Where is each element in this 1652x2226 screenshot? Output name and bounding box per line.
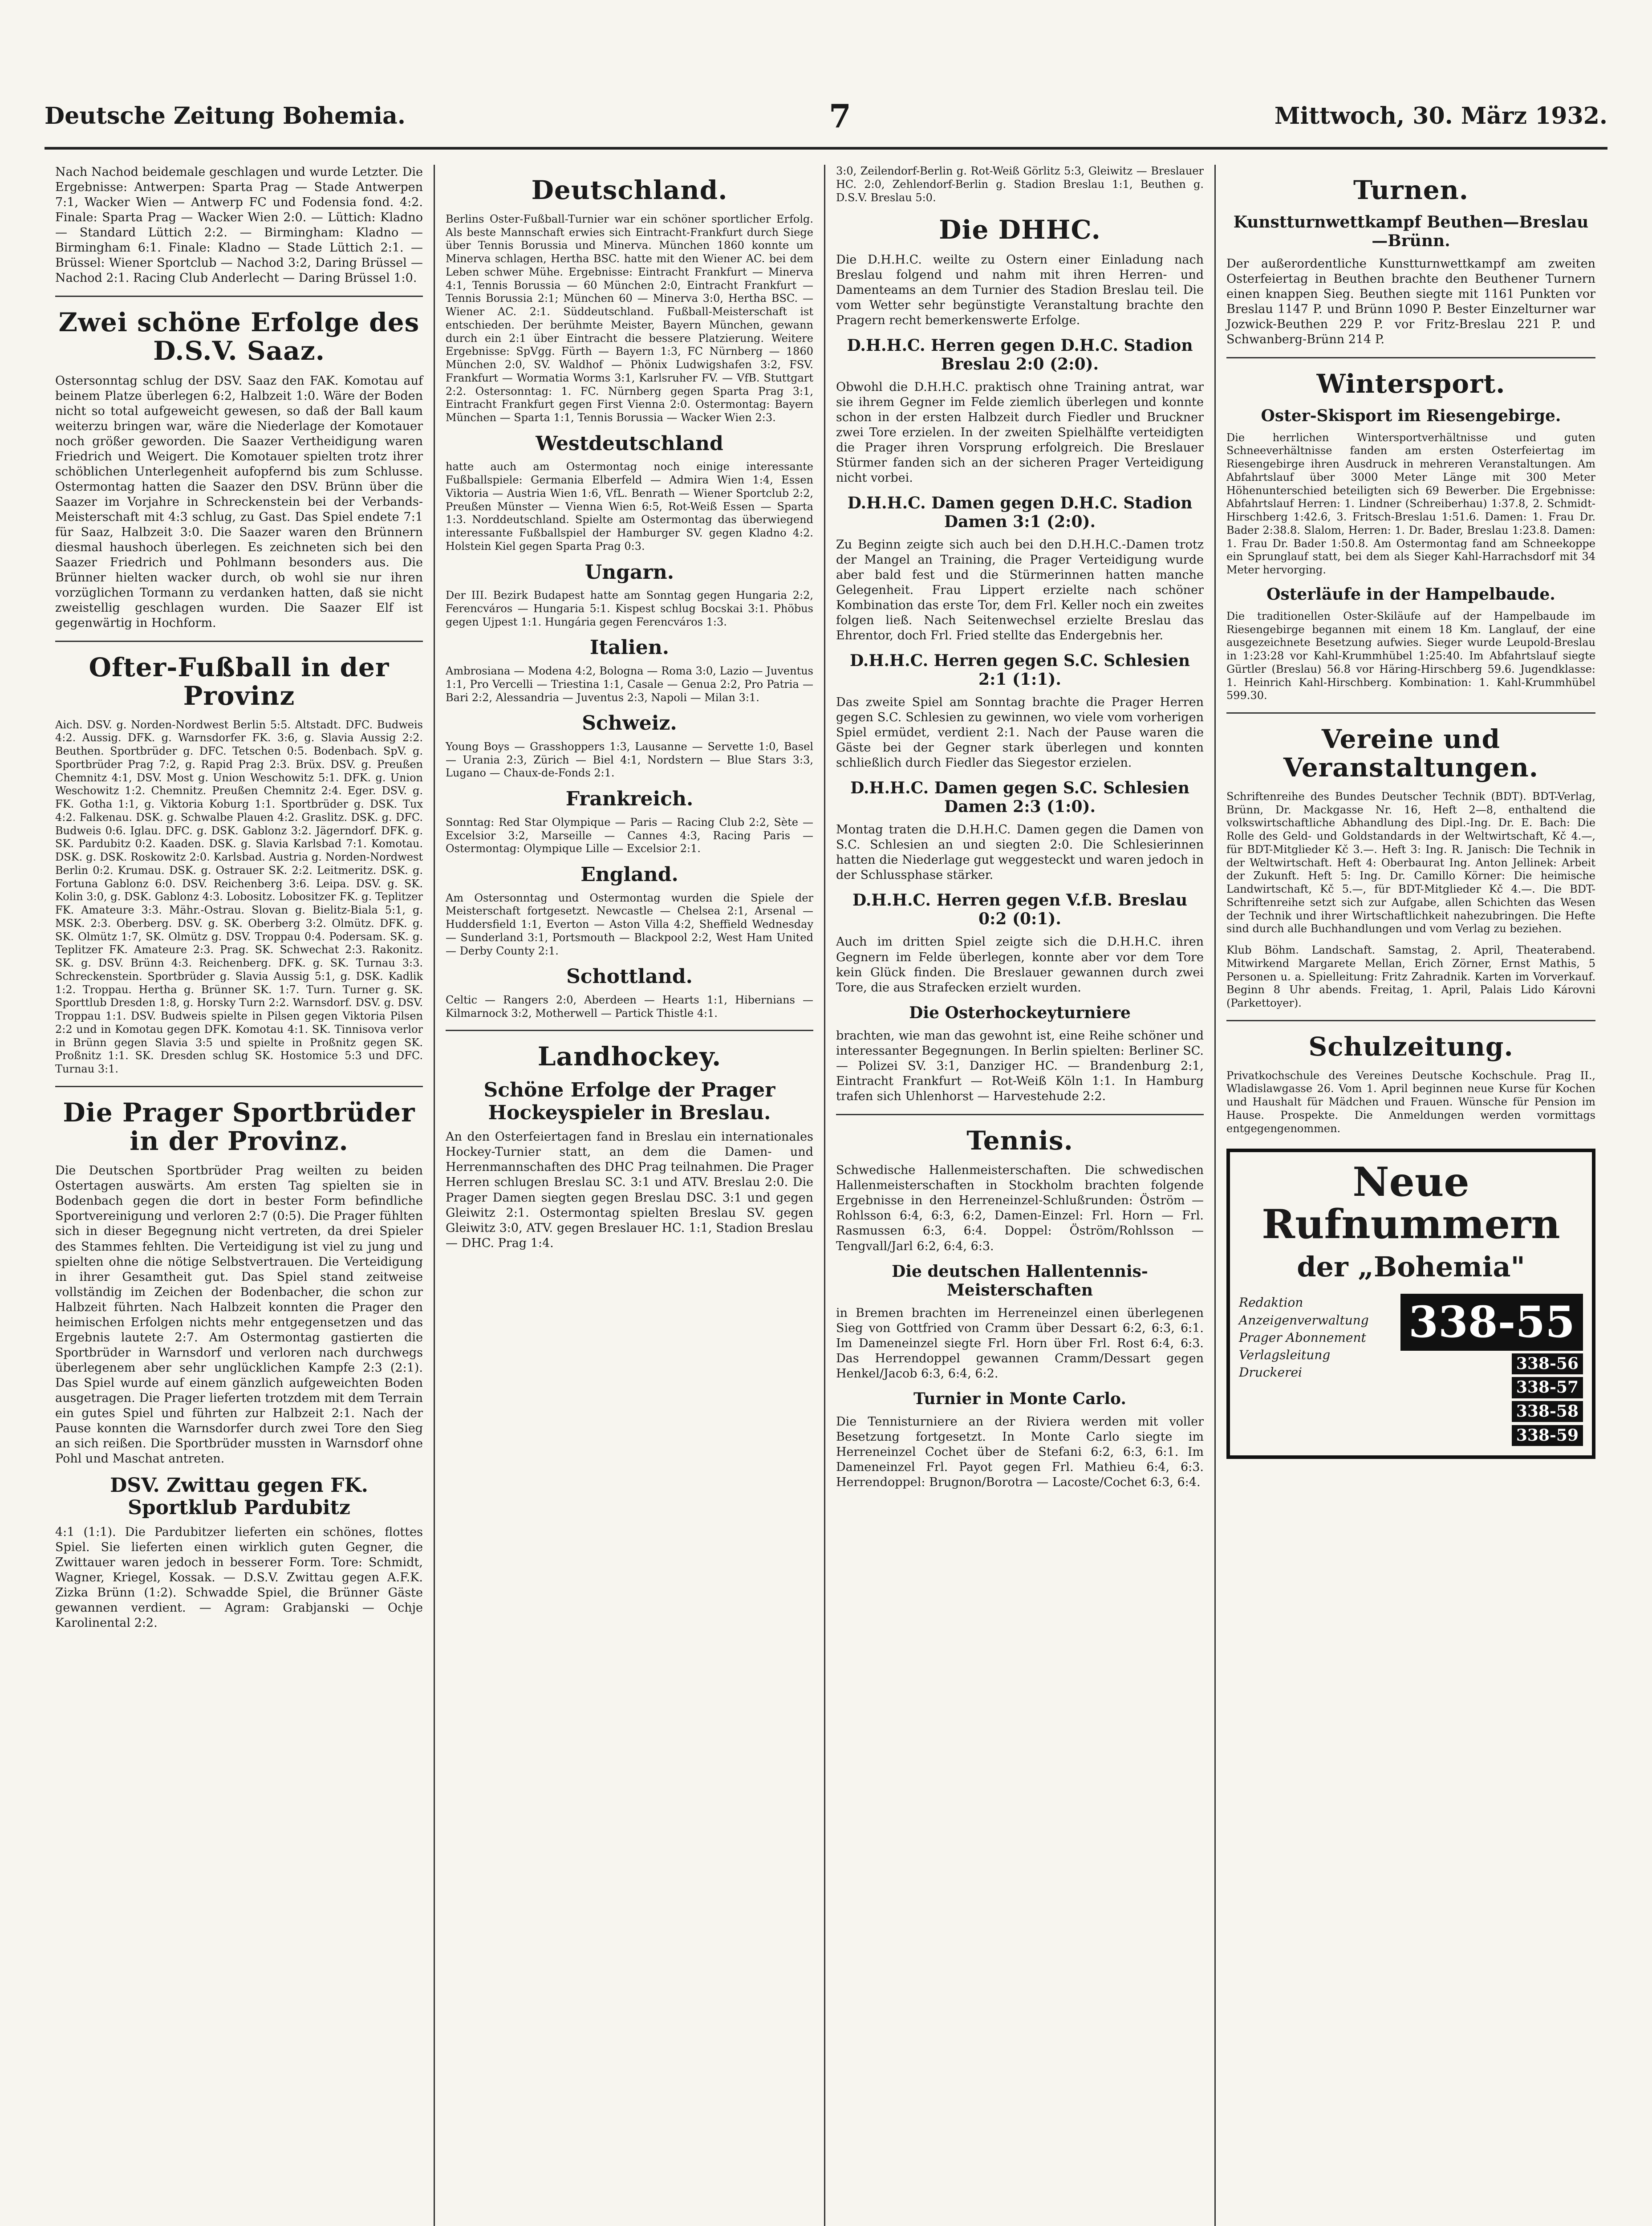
subheadline-dhhc-schlesien: D.H.H.C. Herren gegen S.C. Schlesien 2:1 (1:1). [850, 651, 1190, 689]
headline-westdeutschland: Westdeutschland [536, 432, 723, 455]
divider [1226, 1020, 1595, 1021]
ad-number-list [1400, 1294, 1583, 1446]
divider [55, 1086, 423, 1087]
divider [836, 1114, 1204, 1115]
headline-frankreich: Frankreich. [565, 788, 694, 811]
article-dhhc-damen: Zu Beginn zeigte sich auch bei den D.H.H.C.-Damen trotz der Mangel an Training, die Prager Verteidigung wurde aber bald fest und die Stürmerinnen hatten manche Gelegenheit. Frau Lippert erzielte nach schöner Kombination das erste Tor, dem Frl. Keller noch ein zweites folgen ließ. Nach Seitenwechsel erzielte Breslau das Ehrentor, doch Frl. Fried stellte das Endergebnis her. [836, 538, 1204, 643]
masthead [45, 85, 1607, 150]
subheadline-wintersport: Oster-Skisport im Riesengebirge. [1261, 406, 1561, 425]
headline-vereine: Vereine und Veranstaltungen. [1283, 724, 1538, 783]
col1-intro: Nach Nachod beidemale geschlagen und wurde Letzter. Die Ergebnisse: Antwerpen: Sparta Prag — Stade Antwerpen 7:1, Wacker Wien — Antwerp FC und Fodensia fond. 4:2. Finale: Sparta Prag — Wacker Wien 2:0. — Lüttich: Kladno — Standard Lüttich 2:2. — Birmingham: Kladno — Birmingham 6:1. Finale: Kladno — Stade Lüttich 2:1. — Brüssel: Wiener Sportclub — Nachod 3:2, Daring Brüssel — Nachod 2:1. Racing Club Anderlecht — Daring Brüssel 1:0. [55, 165, 423, 285]
article-turnen: Der außerordentliche Kunstturnwettkampf am zweiten Osterfeiertag in Beuthen brachte den Beuthener Turnern einen knappen Sieg. Beuthen siegte mit 1161 Punkten vor Breslau 1147 P. und Brünn 1090 P. Bester Einzelturner war Jozwick-Beuthen 229 P. vor Fritz-Breslau 221 P. und Schwanberg-Brünn 214 P. [1226, 256, 1595, 346]
subheadline-dhhc-damen: D.H.H.C. Damen gegen D.H.C. Stadion Damen 3:1 (2:0). [847, 494, 1193, 532]
columns [45, 165, 1607, 2226]
column-4 [1216, 165, 1606, 2226]
column-1 [45, 165, 435, 2226]
subheadline-deutsche-tennis: Die deutschen Hallentennis-Meisterschaften [892, 1262, 1148, 1300]
article-westdeutschland: hatte auch am Ostermontag noch einige interessante Fußballspiele: Germania Elberfeld — Admira Wien 1:4, Essen Viktoria — Austria Wien 1:6, VfL. Benrath — Wiener Sportclub 2:2, Preußen Münster — Vienna Wien 6:5, Rot-Weiß Essen — Sparta 1:3. Norddeutschland. Spielte am Ostermontag das überwiegend interessante Fußballspiel der Hamburger SV. gegen Kladno 4:2. Holstein Kiel gegen Sparta Prag 0:3. [446, 460, 813, 552]
article-provinz: Aich. DSV. g. Norden-Nordwest Berlin 5:5. Altstadt. DFC. Budweis 4:2. Aussig. DFK. g. Warnsdorfer FK. 3:6, g. Slavia Aussig 2:2. Beuthen. Sportbrüder g. DFC. Tetschen 0:5. Bodenbach. SpV. g. Sportbrüder Prag 7:2, g. Rapid Prag 2:3. Brüx. DSV. g. Preußen Chemnitz 4:1, DSV. Most g. Union Weschowitz 5:1. DFK. g. Union Weschowitz 1:2. Chemnitz. Preußen Chemnitz 2:4. Eger. DSV. g. FK. Gotha 1:1, g. Viktoria Koburg 1:1. Sportbrüder g. DSK. Tux 4:2. Falkenau. DSK. g. Schwalbe Plauen 4:2. Graslitz. DSK. g. DFC. Budweis 0:6. Iglau. DFC. g. DSK. Gablonz 3:2. Jägerndorf. DFK. g. SK. Pardubitz 0:2. Kaaden. DSK. g. Slavia Karlsbad 7:1. Komotau. DSK. g. DSK. Roskowitz 2:0. Karlsbad. Austria g. Norden-Nordwest Berlin 0:2. Krumau. DSK. g. Ostrauer SK. 2:2. Leitmeritz. DSK. g. Fortuna Gablonz 6:0. DSV. Reichenberg 3:6. Leipa. DSV. g. SK. Kolin 3:0, g. DSK. Gablonz 4:3. Lobositz. Lobositzer FK. g. Teplitzer FK. Amateure 3:3. Mähr.-Ostrau. Slovan g. Bielitz-Biala 5:1, g. MSK. 2:3. Oberberg. DSV. g. SK. Oberberg 3:2. Olmütz. DFK. g. SK. Olmütz 1:7, SK. Olmütz g. DSV. Troppau 0:4. Podersam. SK. g. Teplitzer FK. Amateure 2:3. Prag. SK. Schwechat 2:3. Rakonitz. SK. g. DSV. Brünn 4:3. Reichenberg. DFK. g. SK. Turnau 3:3. Schreckenstein. Sportbrüder g. Slavia Aussig 5:1, g. DSK. Kadlik 1:2. Troppau. Hertha g. Brünner SK. 1:7. Turn. Turner g. SK. Sporttlub Dresden 1:8, g. Horsky Turn 2:2. Warnsdorf. DSV. g. DSV. Troppau 1:1. DSV. Budweis spielte in Pilsen gegen Viktoria Pilsen 2:2 und in Komotau gegen DFK. Komotau 4:1. SK. Tinnisova verlor in Brünn gegen Slavia 3:5 und spielte in Proßnitz gegen SK. Proßnitz 1:1. SK. Dresden schlug SK. Hostomice 5:3 und DFC. Turnau 3:1. [55, 718, 423, 1076]
subheadline-dhhc-damen2: D.H.H.C. Damen gegen S.C. Schlesien Damen 2:3 (1:0). [850, 779, 1189, 816]
divider [55, 296, 423, 297]
article-italien: Ambrosiana — Modena 4:2, Bologna — Roma 3:0, Lazio — Juventus 1:1, Pro Vercelli — Triestina 1:1, Casale — Genua 2:2, Pro Patria — Bari 2:2, Alessandria — Juventus 2:3, Napoli — Milan 3:1. [446, 665, 813, 704]
ad-department-list [1239, 1294, 1369, 1381]
article-prager: Die Deutschen Sportbrüder Prag weilten zu beiden Ostertagen auswärts. Am ersten Tag spielten sie in Bodenbach gegen die dort in bester Form befindliche Sportvereinigung und verloren 2:7 (0:5). Die Prager fühlten sich in dieser Begegnung nicht vertreten, da drei Spieler des Stammes fehlten. Die Verteidigung ist viel zu jung und spielten ohne die nötige Selbstvertrauen. Die Verteidigung in ihrer Gesamtheit gut. Das Spiel stand zeitweise vollständig im Zeichen der Bodenbacher, die schon zur Halbzeit führten. Nach Halbzeit konnten die Prager den heimischen Erfolgen nichts mehr entgegensetzen und das Ergebnis lautete 2:7. Am Ostermontag gastierten die Sportbrüder in Warnsdorf und verloren nach durchwegs überlegenem aber sehr unglücklichen Kampfe 2:3 (2:1). Das Spiel wurde auf einem gänzlich aufgeweichten Boden ausgetragen. Die Prager lieferten trotzdem mit dem Terrain ein gutes Spiel und führten zur Halbzeit 2:1. Nach der Pause konnten die Warnsdorfer durch zwei Tore den Sieg an sich reißen. Die Sportbrüder mussten in Warnsdorf ohne Pohl und Maschat antreten. [55, 1164, 423, 1466]
article-osterhockey: brachten, wie man das gewohnt ist, eine Reihe schöner und interessanter Begegnungen. In Berlin spielten: Berliner SC. — Polizei SV. 3:1, Danziger HC. — Brandenburg 2:1, Eintracht Frankfurt — Rot-Weiß Köln 1:1. In Hamburg trafen sich Uhlenhorst — Harvestehude 2:2. [836, 1028, 1204, 1103]
headline-provinz: Ofter-Fußball in der Provinz [89, 652, 390, 711]
headline-england: England. [580, 863, 678, 886]
headline-deutschland: Deutschland. [531, 175, 728, 205]
ad-number: 338-57 [1512, 1377, 1583, 1398]
article-ungarn: Der III. Bezirk Budapest hatte am Sonntag gegen Hungaria 2:2, Ferencváros — Hungaria 5:1. Kispest schlug Bocskai 3:1. Phöbus gegen Ujpest 1:1. Hungária gegen Ferencváros 1:3. [446, 589, 813, 628]
article-england: Am Ostersonntag und Ostermontag wurden die Spiele der Meisterschaft fortgesetzt. Newcastle — Chelsea 2:1, Arsenal — Huddersfield 1:1, Everton — Aston Villa 4:2, Sheffield Wednesday — Sunderland 3:1, Portsmouth — Blackpool 2:2, West Ham United — Derby County 2:1. [446, 891, 813, 957]
headline-prager: Die Prager Sportbrüder in der Provinz. [63, 1097, 415, 1156]
article-osterlaeufe: Die traditionellen Oster-Skiläufe auf der Hampelbaude im Riesengebirge begannen mit einem 18 Km. Langlauf, der eine ausgezeichnete Besetzung aufwies. Sieger wurde Leupold-Breslau in 1:23:28 vor Kahl-Krummhübel 1:25:40. Im Abfahrtslauf siegte Gürtler (Breslau) 56.8 vor Häring-Hirschberg 59.6. Jugendklasse: 1. Heinrich Kahl-Hirschberg. Kombination: 1. Kahl-Krummhübel 599.30. [1226, 609, 1595, 702]
ad-number: 338-56 [1512, 1353, 1583, 1374]
ad-title: Neue Rufnummern [1262, 1158, 1560, 1248]
article-wintersport: Die herrlichen Wintersportverhältnisse und guten Schneeverhältnisse fanden am ersten Osterfeiertag im Riesengebirge ihren Ausdruck in mehreren Veranstaltungen. Am Abfahrtslauf über 3000 Meter Länge mit 300 Meter Höhenunterschied beteiligten sich 69 Bewerber. Die Ergebnisse: Abfahrtslauf Herren: 1. Lindner (Schreiberhau) 1:37.8, 2. Schmidt-Hirschberg 1:42.6, 3. Fritsch-Breslau 1:51.6. Damen: 1. Frau Dr. Bader 2:38.8. Slalom, Herren: 1. Dr. Bader, Breslau 1:23.8. Damen: 1. Frau Dr. Bader 1:50.8. Am Ostermontag fand am Schneekoppe ein Sprunglauf statt, bei dem als Sieger Kahl-Harrachsdorf mit 34 Meter hervorging. [1226, 431, 1595, 577]
subheadline-monte-carlo: Turnier in Monte Carlo. [913, 1389, 1126, 1408]
column-2 [435, 165, 825, 2226]
headline-dhhc: Die DHHC. [939, 215, 1101, 245]
article-club: Klub Böhm. Landschaft. Samstag, 2. April, Theaterabend. Mitwirkend Margarete Mellan, Erich Zörner, Ernst Mathis, 5 Personen u. a. Spielleitung: Fritz Zahradnik. Karten im Vorverkauf. Beginn 8 Uhr abends. Freitag, 1. April, Palais Lido Károvni (Parkettoyer). [1226, 944, 1595, 1010]
headline-schottland: Schottland. [566, 965, 693, 988]
headline-schweiz: Schweiz. [582, 712, 677, 735]
article-dhhc-schlesien: Das zweite Spiel am Sonntag brachte die Prager Herren gegen S.C. Schlesien zu gewinnen, wo viele vom vorherigen Spiel ermüdet, verdient 2:1. Nach der Pause waren die Gäste bei der Gegner stark überlegen und konnten schließlich durch Fiedler das Siegestor erzielen. [836, 695, 1204, 770]
phone-number-advertisement [1226, 1149, 1595, 1458]
ad-number: 338-59 [1512, 1425, 1583, 1446]
masthead-paper-name: Deutsche Zeitung Bohemia. [45, 102, 406, 130]
headline-ungarn: Ungarn. [584, 561, 674, 584]
subheadline-osterlaeufe: Osterläufe in der Hampelbaude. [1266, 585, 1555, 604]
ad-label: Druckerei [1239, 1365, 1302, 1380]
headline-tennis: Tennis. [966, 1125, 1073, 1156]
divider [1226, 712, 1595, 714]
article-deutsche-tennis: in Bremen brachten im Herreneinzel einen überlegenen Sieg von Gottfried von Cramm über Dessart 6:2, 6:3, 6:1. Im Dameneinzel siegte Frl. Horn über Frl. Rost 6:4, 6:3. Das Herrendoppel gewannen Cramm/Dessart gegen Henkel/Jacob 6:3, 6:4, 6:2. [836, 1306, 1204, 1381]
headline-italien: Italien. [589, 636, 670, 659]
subheadline-osterhockey: Die Osterhockeyturniere [909, 1003, 1131, 1022]
subheadline-dhhc-herren: D.H.H.C. Herren gegen D.H.C. Stadion Breslau 2:0 (2:0). [847, 336, 1193, 374]
ad-label: Verlagsleitung [1239, 1347, 1331, 1362]
col3-intro: 3:0, Zeilendorf-Berlin g. Rot-Weiß Görlitz 5:3, Gleiwitz — Breslauer HC. 2:0, Zehlendorf-Berlin g. Stadion Breslau 1:1, Beuthen g. D.S.V. Breslau 5:0. [836, 165, 1204, 204]
article-schweiz: Young Boys — Grasshoppers 1:3, Lausanne — Servette 1:0, Basel — Urania 2:3, Zürich — Biel 4:1, Nordstern — Blue Stars 3:3, Lugano — Chaux-de-Fonds 2:1. [446, 740, 813, 780]
ad-contact-block [1239, 1294, 1583, 1446]
headline-turnen: Turnen. [1353, 175, 1469, 205]
headline-zwittau: DSV. Zwittau gegen FK. Sportklub Pardubitz [110, 1474, 368, 1519]
article-monte-carlo: Die Tennisturniere an der Riviera werden mit voller Besetzung fortgesetzt. In Monte Carlo siegte im Herreneinzel Cochet über de Stefani 6:2, 6:3, 6:1. Im Dameneinzel Frl. Payot gegen Frl. Mathieu 6:4, 6:3. Herrendoppel: Brugnon/Borotra — Lacoste/Cochet 6:3, 6:4. [836, 1414, 1204, 1489]
subheadline-hockey: Schöne Erfolge der Prager Hockeyspieler in Breslau. [483, 1079, 775, 1124]
masthead-date: Mittwoch, 30. März 1932. [1274, 102, 1607, 130]
ad-subtitle: der „Bohemia" [1297, 1251, 1525, 1284]
headline-landhockey: Landhockey. [537, 1041, 722, 1072]
headline-erfolge: Zwei schöne Erfolge des D.S.V. Saaz. [58, 307, 420, 366]
article-hockey: An den Osterfeiertagen fand in Breslau ein internationales Hockey-Turnier statt, an dem die Damen- und Herrenmannschaften des DHC Prag teilnahmen. Die Prager Herren schlugen Breslau SC. 3:1 und ATV. Breslau 2:0. Die Prager Damen siegten gegen Breslau DSC. 3:1 und gegen Gleiwitz 2:1. Ostermontag spielten Breslau SV. gegen Gleiwitz 3:0, ATV. gegen Breslauer HC. 1:1, Stadion Breslau — DHC. Prag 1:4. [446, 1130, 813, 1250]
article-tennis: Schwedische Hallenmeisterschaften. Die schwedischen Hallenmeisterschaften in Stockholm brachten folgende Ergebnisse in den Herreneinzel-Schlußrunden: Öström — Rohlsson 6:4, 6:3, 6:2, Damen-Einzel: Frl. Horn — Frl. Rasmussen 6:3, 6:4. Doppel: Öström/Rohlsson — Tengvall/Jarl 6:2, 6:4, 6:3. [836, 1163, 1204, 1253]
article-deutschland: Berlins Oster-Fußball-Turnier war ein schöner sportlicher Erfolg. Als beste Mannschaft erwies sich Eintracht-Frankfurt durch Siege über Tennis Borussia und Minerva. München 1860 konnte um Minerva schlagen, Hertha BSC. hatte mit den Wiener AC. bei dem Leben schwer Mühe. Ergebnisse: Eintracht Frankfurt — Minerva 4:1, Tennis Borussia — 60 München 2:0, Eintracht Frankfurt — Tennis Borussia 2:1; München 60 — Minerva 3:0, Hertha BSC. — Wiener AC. 2:1. Süddeutschland. Fußball-Meisterschaft ist entschieden. Der berühmte Meister, Bayern München, gewann durch ein 2:1 über Eintracht die bessere Platzierung. Weitere Ergebnisse: SpVgg. Fürth — Bayern 1:3, FC Nürnberg — 1860 München 2:0, SV. Waldhof — Phönix Ludwigshafen 3:2, FSV. Frankfurt — Wormatia Worms 3:1, Karlsruher FV. — VfB. Stuttgart 2:2. Ostersonntag: 1. FC. Nürnberg gegen Sparta Prag 3:1, Eintracht Frankfurt gegen First Vienna 2:0. Ostermontag: Bayern München — Sparta 1:1, Tennis Borussia — Wacker Wien 2:3. [446, 212, 813, 424]
ad-label: Anzeigenverwaltung [1239, 1312, 1369, 1328]
headline-schulzeitung: Schulzeitung. [1308, 1031, 1514, 1062]
divider [55, 641, 423, 642]
article-dhhc-vfb: Auch im dritten Spiel zeigte sich die D.H.H.C. ihren Gegnern im Felde überlegen, konnte aber vor dem Tore kein Glück finden. Die Breslauer gewannen durch zwei Tore, die aus Strafecken erzielt wurden. [836, 935, 1204, 995]
article-schulzeitung: Privatkochschule des Vereines Deutsche Kochschule. Prag II., Wladislawgasse 26. Vom 1. April beginnen neue Kurse für Kochen und Haushalt für Mädchen und Frauen. Wünsche für Pension im Hause. Prospekte. Die Anmeldungen werden vormittags entgegengenommen. [1226, 1069, 1595, 1135]
subheadline-turnen: Kunstturnwettkampf Beuthen—Breslau—Brünn. [1233, 212, 1589, 250]
masthead-page-number: 7 [828, 97, 851, 135]
article-dhhc-herren: Obwohl die D.H.H.C. praktisch ohne Training antrat, war sie ihrem Gegner im Felde ziemlich überlegen und konnte schon in der ersten Halbzeit durch Fiedler und Bruckner zwei Tore erzielen. In der zweiten Spielhälfte verteidigten die Prager ihren Vorsprung erfolgreich. Die Breslauer Stürmer fanden sich an der sicheren Prager Verteidigung nicht vorbei. [836, 380, 1204, 485]
article-schottland: Celtic — Rangers 2:0, Aberdeen — Hearts 1:1, Hibernians — Kilmarnock 3:2, Motherwell — Partick Thistle 4:1. [446, 993, 813, 1020]
article-zwittau: 4:1 (1:1). Die Pardubitzer lieferten ein schönes, flottes Spiel. Sie lieferten einen wirklich guten Gegner, die Zwittauer waren jedoch in besserer Form. Tore: Schmidt, Wagner, Kriegel, Kossak. — D.S.V. Zwittau gegen A.F.K. Zizka Brünn (1:2). Schwadde Spiel, die Brünner Gäste gewannen verdient. — Agram: Grabjanski — Ochje Karolinental 2:2. [55, 1525, 423, 1630]
column-3 [825, 165, 1216, 2226]
ad-number: 338-58 [1512, 1401, 1583, 1422]
ad-label: Redaktion [1239, 1295, 1303, 1310]
article-vereine: Schriftenreihe des Bundes Deutscher Technik (BDT). BDT-Verlag, Brünn, Dr. Mackgasse Nr. 16, Heft 2—8, enthaltend die volkswirtschaftliche Abhandlung des Dipl.-Ing. Dr. E. Bach: Die Rolle des Geld- und Goldstandards in der Weltwirtschaft, Kč 4.—, für BDT-Mitglieder Kč 3.—. Heft 3: Ing. R. Janisch: Die Technik in der Weltwirtschaft. Heft 4: Oberbaurat Ing. Anton Jellinek: Arbeit der Zukunft. Heft 5: Ing. Dr. Camillo Körner: Die heimische Landwirtschaft, Kč 5.—, für BDT-Mitglieder Kč 4.—. Die BDT-Schriftenreihe setzt sich zur Aufgabe, allen Schichten das Wesen der Technik und ihrer Wirtschaftlichkeit nahezubringen. Die Hefte sind durch alle Buchhandlungen und vom Verlag zu beziehen. [1226, 790, 1595, 935]
newspaper-page [45, 85, 1607, 2226]
article-dhhc-damen2: Montag traten die D.H.H.C. Damen gegen die Damen von S.C. Schlesien an und siegten 2:0. Die Schlesierinnen hatten die Niederlage gut weggesteckt und waren jedoch in der Schlussphase stärker. [836, 823, 1204, 882]
divider [1226, 357, 1595, 358]
ad-label: Prager Abonnement [1239, 1330, 1366, 1345]
divider [446, 1030, 813, 1031]
ad-main-number: 338-55 [1400, 1294, 1583, 1350]
article-frankreich: Sonntag: Red Star Olympique — Paris — Racing Club 2:2, Sète — Excelsior 3:2, Marseille — Cannes 4:3, Racing Paris — Ostermontag: Olympique Lille — Excelsior 2:1. [446, 816, 813, 855]
subheadline-dhhc-vfb: D.H.H.C. Herren gegen V.f.B. Breslau 0:2 (0:1). [852, 891, 1188, 929]
article-erfolge: Ostersonntag schlug der DSV. Saaz den FAK. Komotau auf beinem Platze überlegen 6:2, Halbzeit 1:0. Wäre der Boden nicht so total aufgeweicht gewesen, so daß der Ball kaum weiterzu bringen war, wäre die Niederlage der Komotauer noch größer geworden. Die Saazer Vertheidigung waren Friedrich und Weigert. Die Komotauer spielten trotz ihrer schöblichen Unterlegenheit aufopfernd bis zum Schlusse. Ostermontag hatten die Saazer den DSV. Brünn über die Saazer im Vorjahre in Schreckenstein bei der Verbands-Meisterschaft mit 4:3 schlug, zu Gast. Das Spiel endete 7:1 für Saaz, Halbzeit 3:0. Die Saazer waren den Brünnern diesmal haushoch überlegen. Es zeichneten sich bei den Saazer Friedrich und Pohlmann besonders aus. Die Brünner hielten wacker durch, ob wohl sie nur ihren vorzüglichen Tormann zu verdanken hatten, daß sie nicht zweistellig geschlagen wurden. Die Saazer Elf ist gegenwärtig in Hochform. [55, 374, 423, 630]
headline-wintersport: Wintersport. [1316, 368, 1506, 399]
article-dhhc: Die D.H.H.C. weilte zu Ostern einer Einladung nach Breslau folgend und nahm mit ihren Herren- und Damenteams an dem Turnier des Stadion Breslau teil. Die vom Wetter sehr begünstigte Veranstaltung brachte den Pragern recht bemerkenswerte Erfolge. [836, 253, 1204, 328]
